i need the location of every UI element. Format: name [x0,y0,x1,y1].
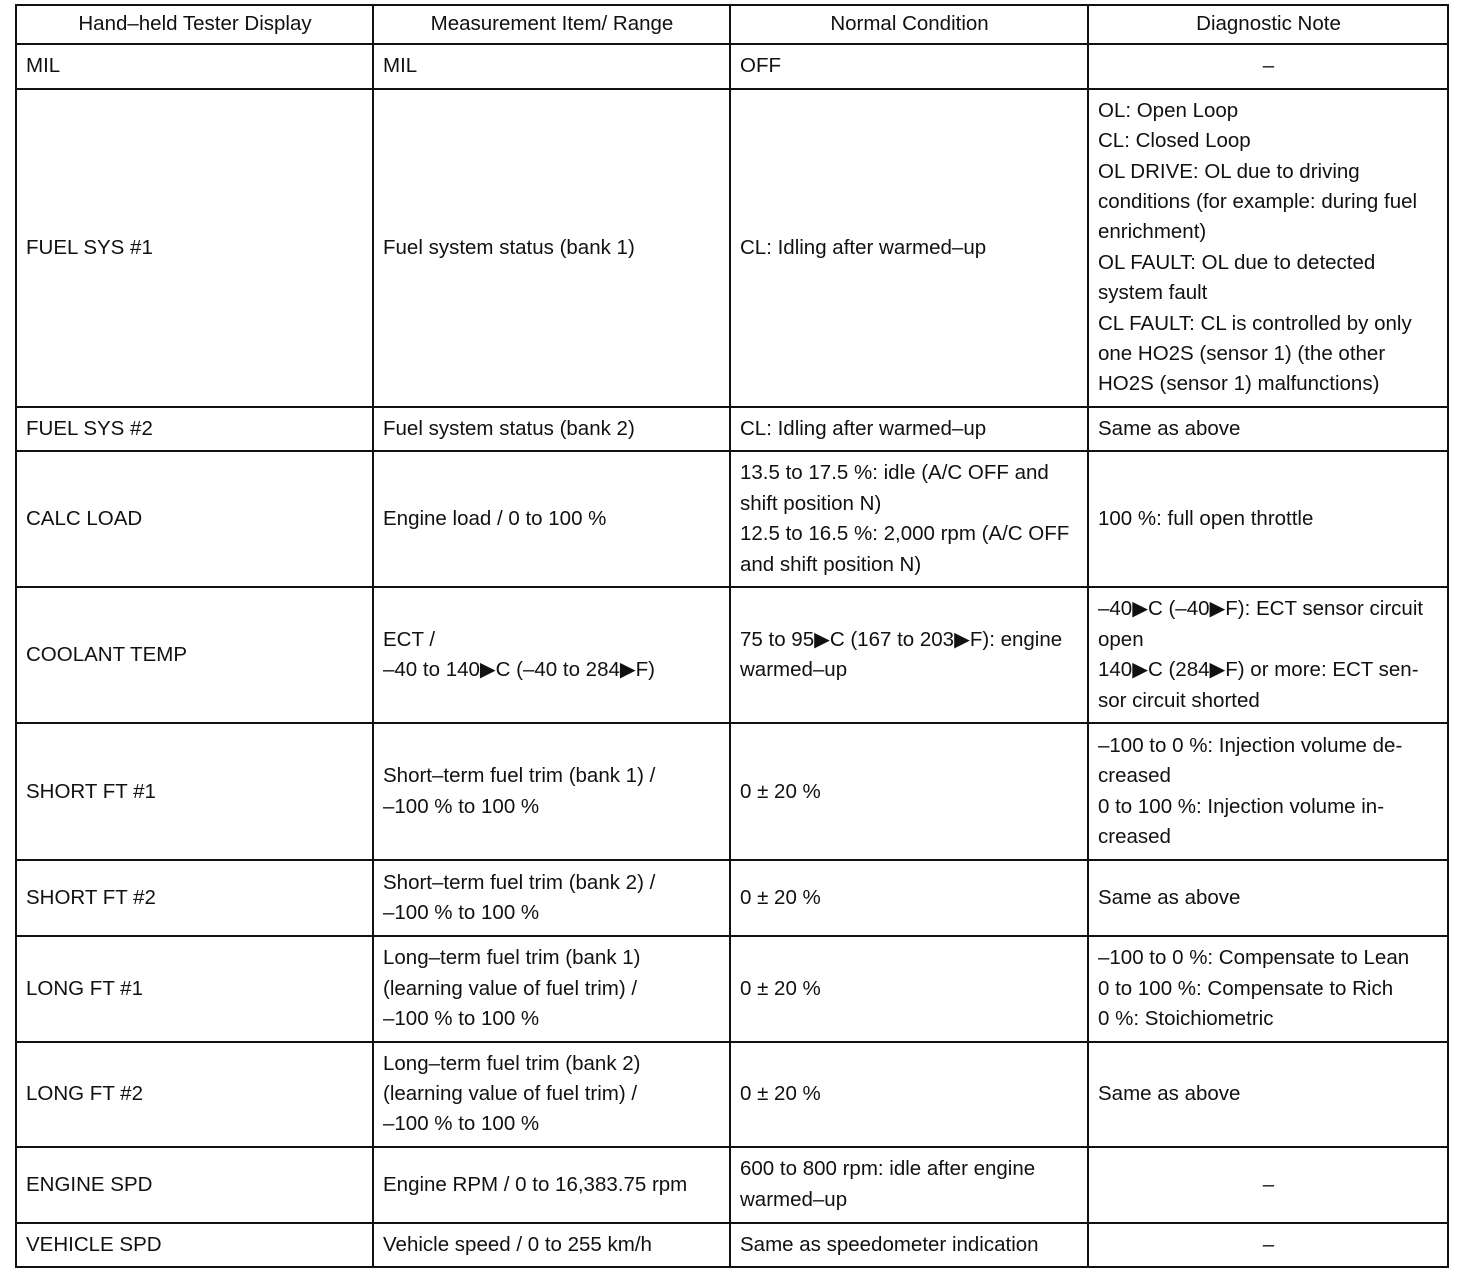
cell-item: Fuel system status (bank 1) [373,89,730,407]
cell-note: Same as above [1088,860,1448,936]
cell-note: –100 to 0 %: Injection volume de-creased 0 to 100 %: Injection volume in-creased [1088,723,1448,860]
cell-item: Vehicle speed / 0 to 255 km/h [373,1223,730,1267]
cell-display: VEHICLE SPD [16,1223,373,1267]
data-list-table [15,4,1449,1268]
table-row [16,407,1448,451]
cell-note: – [1088,44,1448,88]
cell-note: – [1088,1223,1448,1267]
cell-note: –40▶C (–40▶F): ECT sensor circuit open 140▶C (284▶F) or more: ECT sen-sor circuit shorted [1088,587,1448,723]
cell-item: ECT / –40 to 140▶C (–40 to 284▶F) [373,587,730,723]
cell-note: Same as above [1088,1042,1448,1147]
cell-note: OL: Open Loop CL: Closed Loop OL DRIVE: OL due to driving conditions (for example: during fuel enrichment) OL FAULT: OL due to detected system fault CL FAULT: CL is controlled by only one HO2S (sensor 1) (the other HO2S (sensor 1) malfunctions) [1088,89,1448,407]
cell-display: ENGINE SPD [16,1147,373,1223]
cell-display: CALC LOAD [16,451,373,587]
cell-item: Short–term fuel trim (bank 1) / –100 % to 100 % [373,723,730,860]
header-measurement-item: Measurement Item/ Range [373,5,730,44]
cell-note: 100 %: full open throttle [1088,451,1448,587]
table-row [16,860,1448,936]
cell-note: –100 to 0 %: Compensate to Lean 0 to 100 %: Compensate to Rich 0 %: Stoichiometric [1088,936,1448,1041]
cell-item: Fuel system status (bank 2) [373,407,730,451]
cell-display: COOLANT TEMP [16,587,373,723]
table-row [16,587,1448,723]
cell-normal: 0 ± 20 % [730,723,1088,860]
header-normal-condition: Normal Condition [730,5,1088,44]
cell-normal: 13.5 to 17.5 %: idle (A/C OFF and shift position N) 12.5 to 16.5 %: 2,000 rpm (A/C OFF and shift position N) [730,451,1088,587]
cell-normal: 75 to 95▶C (167 to 203▶F): engine warmed–up [730,587,1088,723]
cell-normal: OFF [730,44,1088,88]
cell-display: MIL [16,44,373,88]
cell-normal: Same as speedometer indication [730,1223,1088,1267]
cell-display: SHORT FT #2 [16,860,373,936]
cell-normal: 600 to 800 rpm: idle after engine warmed–up [730,1147,1088,1223]
table-row [16,451,1448,587]
cell-normal: 0 ± 20 % [730,1042,1088,1147]
cell-display: FUEL SYS #1 [16,89,373,407]
table-row [16,44,1448,88]
cell-display: LONG FT #1 [16,936,373,1041]
table-row [16,723,1448,860]
cell-display: FUEL SYS #2 [16,407,373,451]
cell-item: MIL [373,44,730,88]
cell-item: Long–term fuel trim (bank 1) (learning value of fuel trim) / –100 % to 100 % [373,936,730,1041]
cell-display: LONG FT #2 [16,1042,373,1147]
cell-normal: 0 ± 20 % [730,936,1088,1041]
table-row [16,936,1448,1041]
cell-item: Long–term fuel trim (bank 2) (learning value of fuel trim) / –100 % to 100 % [373,1042,730,1147]
header-row [16,5,1448,44]
header-display: Hand–held Tester Display [16,5,373,44]
cell-normal: CL: Idling after warmed–up [730,89,1088,407]
cell-note: Same as above [1088,407,1448,451]
cell-item: Short–term fuel trim (bank 2) / –100 % to 100 % [373,860,730,936]
cell-item: Engine RPM / 0 to 16,383.75 rpm [373,1147,730,1223]
table-row [16,89,1448,407]
cell-normal: 0 ± 20 % [730,860,1088,936]
header-diagnostic-note: Diagnostic Note [1088,5,1448,44]
table-row [16,1223,1448,1267]
cell-note: – [1088,1147,1448,1223]
table-row [16,1042,1448,1147]
cell-item: Engine load / 0 to 100 % [373,451,730,587]
table-row [16,1147,1448,1223]
cell-display: SHORT FT #1 [16,723,373,860]
cell-normal: CL: Idling after warmed–up [730,407,1088,451]
